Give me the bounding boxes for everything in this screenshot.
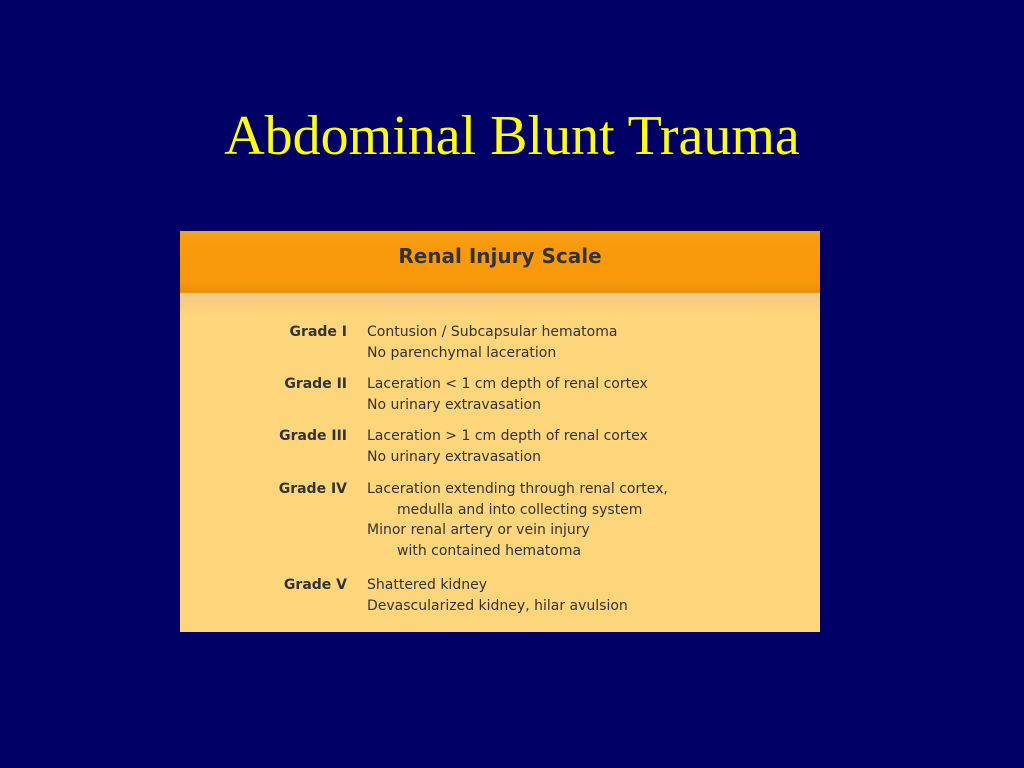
grade-description-line: Laceration extending through renal cortex, <box>367 481 668 497</box>
grade-description <box>367 479 817 561</box>
grade-description-line: Minor renal artery or vein injury <box>367 522 590 538</box>
grade-description <box>367 322 817 363</box>
grade-description-line: Laceration > 1 cm depth of renal cortex <box>367 428 648 444</box>
grade-description-line: with contained hematoma <box>397 542 582 559</box>
grade-label: Grade II <box>284 376 347 392</box>
grade-description <box>367 374 817 415</box>
grade-label: Grade III <box>279 428 347 444</box>
slide-title: Abdominal Blunt Trauma <box>224 105 800 167</box>
grade-description-line: Devascularized kidney, hilar avulsion <box>367 597 628 614</box>
grade-description-line: Shattered kidney <box>367 577 487 593</box>
renal-injury-scale-card <box>180 231 820 632</box>
grade-description-line: No parenchymal laceration <box>367 344 557 361</box>
card-header-shade <box>180 293 820 315</box>
card-title: Renal Injury Scale <box>398 244 602 268</box>
grade-description <box>367 575 817 616</box>
grade-label: Grade I <box>289 324 347 340</box>
grade-description <box>367 426 817 467</box>
grade-description-line: No urinary extravasation <box>367 448 541 465</box>
grade-description-line: medulla and into collecting system <box>397 501 643 518</box>
grade-description-line: No urinary extravasation <box>367 396 541 413</box>
grade-label: Grade V <box>283 577 347 593</box>
grade-description-line: Contusion / Subcapsular hematoma <box>367 324 618 340</box>
grade-label: Grade IV <box>278 481 347 497</box>
grade-description-line: Laceration < 1 cm depth of renal cortex <box>367 376 648 392</box>
